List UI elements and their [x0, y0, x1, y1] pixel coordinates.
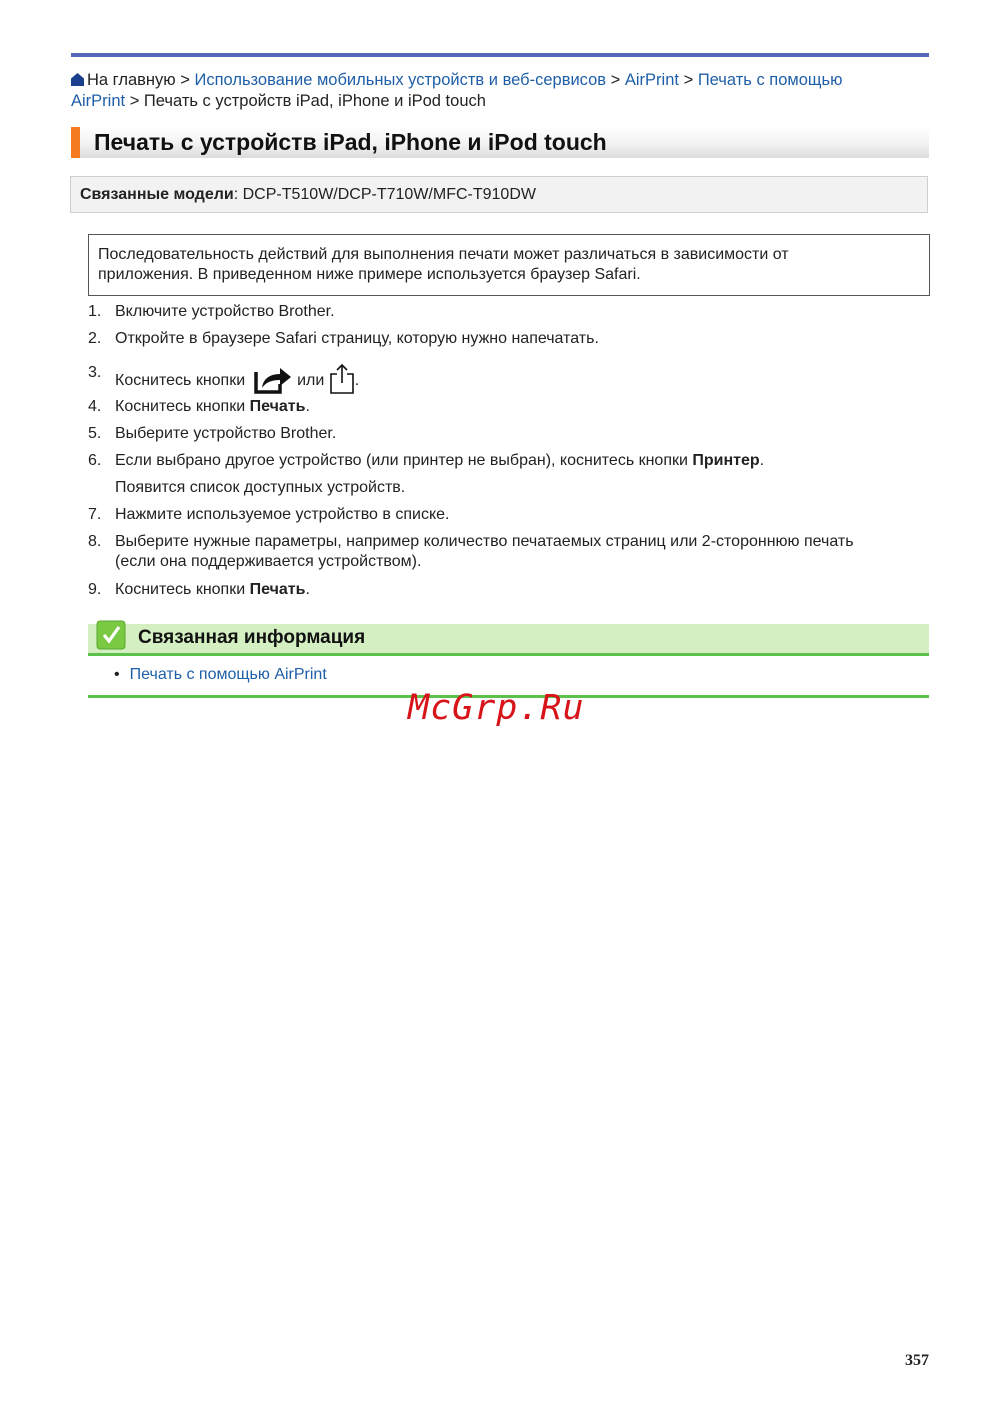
share-arrow-icon	[253, 364, 293, 394]
breadcrumb-link-airprint[interactable]: AirPrint	[624, 71, 679, 89]
note-line: Последовательность действий для выполнения печати может различаться в зависимости от	[98, 246, 789, 263]
related-divider	[88, 653, 929, 656]
step-text-part: .	[305, 398, 310, 415]
breadcrumb-link-part: AirPrint	[71, 92, 126, 110]
breadcrumb-separator: >	[610, 71, 621, 89]
step-number: 7.	[88, 506, 102, 523]
breadcrumb-separator: >	[683, 71, 694, 89]
step-text	[115, 532, 915, 572]
step-text-part: .	[759, 452, 765, 469]
step-bold-term: Печать	[249, 398, 306, 415]
page-title-bar	[71, 127, 929, 158]
step-text: Выберите устройство Brother.	[115, 425, 337, 442]
top-rule	[71, 53, 929, 57]
breadcrumb-separator: >	[180, 71, 190, 89]
list-item	[114, 665, 327, 685]
step-text	[115, 451, 915, 471]
breadcrumb-link-part: Печать с помощью	[697, 71, 843, 89]
step-number: 2.	[88, 330, 102, 347]
breadcrumb-current: Печать с устройств iPad, iPhone и iPod touch	[143, 92, 486, 110]
step-text-line: Выберите нужные параметры, например количество печатаемых страниц или 2-стороннюю печать	[115, 533, 854, 550]
step-text-part: Если выбрано другое устройство (или принтер не выбран), коснитесь кнопки	[115, 452, 693, 469]
step-text: Нажмите используемое устройство в списке.	[115, 506, 450, 523]
breadcrumb-home[interactable]: На главную	[87, 71, 176, 89]
step-bold-term: Печать	[249, 581, 306, 598]
step-text-part: Коснитесь кнопки	[115, 398, 250, 415]
step-subtext: Появится список доступных устройств.	[115, 479, 406, 496]
breadcrumb-separator: >	[129, 92, 140, 110]
share-box-icon	[329, 363, 355, 395]
step-number: 9.	[88, 581, 102, 598]
related-info-header	[88, 624, 929, 654]
step-text-part: или	[297, 372, 325, 389]
step-bold-term: Принтер	[692, 452, 760, 469]
page-title: Печать с устройств iPad, iPhone и iPod touch	[94, 129, 607, 155]
breadcrumb	[71, 70, 931, 112]
note-line: приложения. В приведенном ниже примере используется браузер Safari.	[98, 266, 641, 283]
step-text-part: Коснитесь кнопки	[115, 581, 250, 598]
step-number: 6.	[88, 452, 102, 469]
step-text-part: .	[354, 372, 360, 389]
related-info-title: Связанная информация	[138, 627, 366, 648]
related-link-airprint[interactable]: Печать с помощью AirPrint	[129, 666, 327, 683]
breadcrumb-link-mobile[interactable]: Использование мобильных устройств и веб-сервисов	[194, 71, 607, 89]
bullet: •	[114, 666, 120, 683]
step-number: 5.	[88, 425, 102, 442]
watermark: McGrp.Ru	[408, 688, 585, 728]
step-text-line: (если она поддерживается устройством).	[115, 553, 422, 570]
step-text-part: .	[305, 581, 310, 598]
page-number: 357	[905, 1352, 929, 1369]
step-text: Откройте в браузере Safari страницу, которую нужно напечатать.	[115, 330, 599, 347]
step-text-part: Коснитесь кнопки	[115, 372, 246, 389]
step-text: Включите устройство Brother.	[115, 303, 335, 320]
related-models	[70, 176, 928, 213]
step-number: 1.	[88, 303, 102, 320]
home-icon[interactable]	[71, 73, 84, 86]
step-text	[115, 397, 915, 417]
step-text	[115, 363, 915, 395]
step-number: 8.	[88, 533, 102, 550]
models-label: Связанные модели	[80, 186, 234, 203]
checkmark-icon	[96, 620, 126, 650]
title-accent	[71, 127, 80, 158]
step-text	[115, 580, 915, 600]
step-number: 4.	[88, 398, 102, 415]
note-box	[88, 234, 930, 296]
step-number: 3.	[88, 364, 102, 381]
models-value: : DCP-T510W/DCP-T710W/MFC-T910DW	[233, 186, 536, 203]
